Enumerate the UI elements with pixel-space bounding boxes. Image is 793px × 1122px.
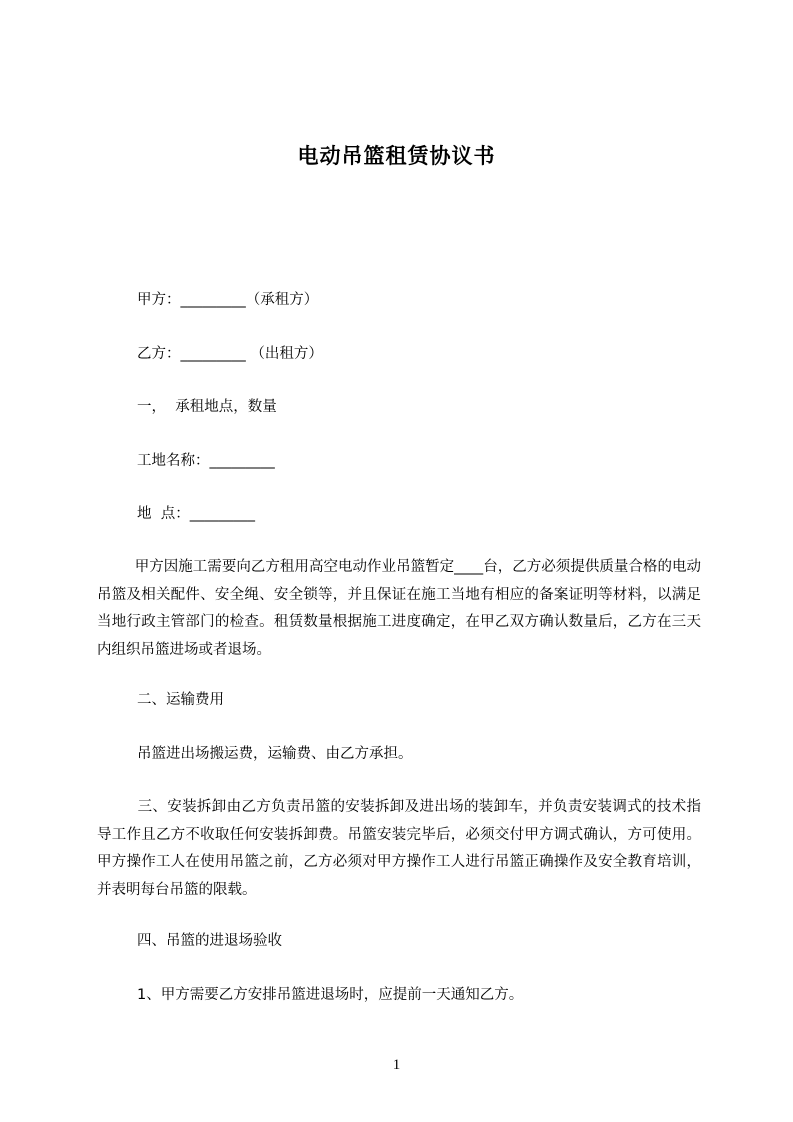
section-4-heading: 四、吊篮的进退场验收 [137,933,282,949]
lease-quantity-paragraph: 甲方因施工需要向乙方租用高空电动作业吊篮暂定____台，乙方必须提供质量合格的电动吊篮及相关配件、安全绳、安全锁等，并且保证在施工当地有相应的备案证明等材料，以满足当地行政主管部门的检查。租赁数量根据施工进度确定，在甲乙双方确认数量后，乙方在三天内组织吊篮进场或者退场。 [97,559,701,658]
location-line: 地 点：_________ [137,506,255,522]
section-1-heading: 一， 承租地点，数量 [137,399,277,415]
party-b-line: 乙方：_________ （出租方） [137,346,323,362]
installation-paragraph: 三、安装拆卸由乙方负责吊篮的安装拆卸及进出场的装卸车，并负责安装调式的技术指导工作且乙方不收取任何安装拆卸费。吊篮安装完毕后，必须交付甲方调式确认，方可使用。甲方操作工人在使用吊篮之前，乙方必须对甲方操作工人进行吊篮正确操作及安全教育培训，并表明每台吊篮的限载。 [97,799,701,898]
acceptance-item-1: 1、甲方需要乙方安排吊篮进退场时，应提前一天通知乙方。 [137,987,524,1003]
site-name-line: 工地名称：_________ [137,453,275,469]
page-number: 1 [392,1057,401,1073]
party-a-line: 甲方：_________（承租方） [137,292,319,308]
transport-cost-paragraph: 吊篮进出场搬运费，运输费、由乙方承担。 [137,746,413,762]
document-title: 电动吊篮租赁协议书 [297,144,496,168]
section-2-heading: 二、运输费用 [137,692,224,708]
